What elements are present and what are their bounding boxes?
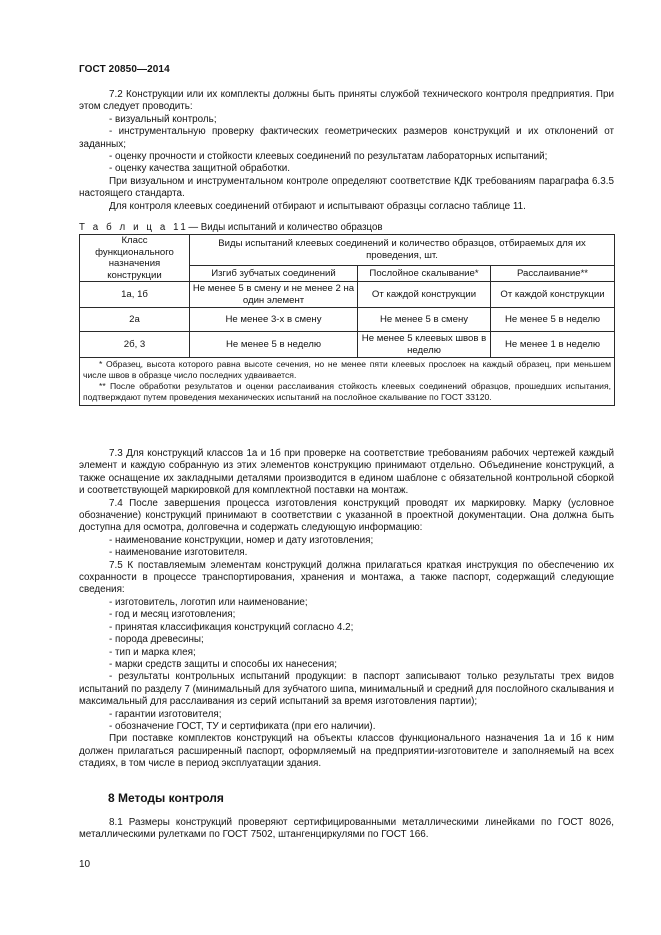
clause-7-2 [79, 89, 614, 213]
table-row [80, 332, 615, 358]
cell-shear: От каждой конструкции [358, 282, 491, 308]
list-item: - гарантии изготовителя; [109, 708, 222, 720]
column-header-delamination: Расслаивание** [491, 265, 615, 281]
column-group-header: Виды испытаний клеевых соединений и количество образцов, отбираемых для их проведения, шт. [190, 235, 615, 266]
table-caption-label: Т а б л и ц а 11 [79, 222, 189, 233]
column-header-class: Класс функционального назначения конструкции [80, 235, 190, 282]
list-item: - результаты контрольных испытаний продукции: в паспорт записывают только результаты трех видов испытаний по разделу 7 (минимальный для зубчатого шипа, минимальный и средний для послойного скалывания и максимальный для расслаивания из серий испытаний за время изготовления партии); [79, 671, 614, 708]
cell-class: 1а, 1б [80, 282, 190, 308]
list-item: - визуальный контроль; [109, 113, 217, 125]
table-row [80, 308, 615, 332]
paragraph: При визуальном и инструментальном контроле определяют соответствие КДК требованиям параграфа 6.3.5 настоящего стандарта. [79, 175, 614, 200]
cell-class: 2а [80, 308, 190, 332]
cell-bend: Не менее 3-х в смену [190, 308, 358, 332]
clause-8-1 [79, 817, 614, 842]
table-note: ** После обработки результатов и оценки расслаивания стойкость клеевых соединений образцов, прошедших испытания, подтверждают путем проведения механических испытаний на послойное скалывание по ГОСТ 33120. [83, 380, 611, 402]
list-item: - инструментальную проверку фактических геометрических размеров конструкций и их отклонений от заданных; [79, 126, 614, 150]
cell-bend: Не менее 5 в смену и не менее 2 на один элемент [190, 282, 358, 308]
tests-table [79, 234, 615, 406]
table-note: * Образец, высота которого равна высоте сечения, но не менее пяти клеевых прослоек на каждый образец, при меньшем числе швов в образце число последних удваивается. [83, 359, 611, 380]
paragraph: 7.4 После завершения процесса изготовления конструкций проводят их маркировку. Марку (условное обозначение) конструкций принимают в соответствии с указанной в проектной документации. Она должна быть доступна для осмотра, долговечна и содержать следующую информацию: [79, 497, 614, 534]
table-caption-title: — Виды испытаний и количество образцов [188, 222, 383, 233]
cell-delamination: Не менее 1 в неделю [491, 332, 615, 358]
list-item: - принятая классификация конструкций согласно 4.2; [109, 621, 354, 633]
list-item: - марки средств защиты и способы их нанесения; [109, 658, 337, 670]
section-heading: 8 Методы контроля [108, 791, 224, 805]
table-row [80, 282, 615, 308]
paragraph: При поставке комплектов конструкций на объекты классов функционального назначения 1а и 1б к ним должен прилагаться расширенный паспорт, оформляемый на предприятии-изготовителе и заполняемый на всех стадиях, в том числе в период эксплуатации здания. [79, 733, 614, 770]
cell-bend: Не менее 5 в неделю [190, 332, 358, 358]
cell-shear: Не менее 5 клеевых швов в неделю [358, 332, 491, 358]
cell-class: 2б, 3 [80, 332, 190, 358]
cell-shear: Не менее 5 в смену [358, 308, 491, 332]
list-item: - наименование конструкции, номер и дату изготовления; [109, 534, 374, 546]
list-item: - изготовитель, логотип или наименование; [109, 596, 308, 608]
cell-delamination: От каждой конструкции [491, 282, 615, 308]
list-item: - обозначение ГОСТ, ТУ и сертификата (при его наличии). [109, 720, 376, 732]
paragraph: 7.2 Конструкции или их комплекты должны быть приняты службой технического контроля предприятия. При этом следует проводить: [79, 89, 614, 113]
paragraph: Для контроля клеевых соединений отбирают и испытывают образцы согласно таблице 11. [109, 200, 526, 212]
list-item: - оценку прочности и стойкости клеевых соединений по результатам лабораторных испытаний; [109, 151, 548, 163]
page-number: 10 [79, 859, 91, 870]
list-item: - наименование изготовителя. [109, 547, 248, 559]
paragraph: 7.3 Для конструкций классов 1а и 1б при проверке на соответствие требованиям рабочих чертежей каждый элемент и каждую собранную из этих элементов конструкцию принимают отдельно. Объединение конструкций, а также оснащение их закладными деталями производится в едином шаблоне с обязательной контрольной сборкой и соответствующей маркировкой для комплектной поставки на монтаж. [79, 448, 614, 497]
list-item: - порода древесины; [109, 634, 204, 646]
table-header-row [80, 235, 615, 266]
column-header-shear: Послойное скалывание* [358, 265, 491, 281]
list-item: - оценку качества защитной обработки. [109, 163, 290, 175]
list-item: - тип и марка клея; [109, 646, 196, 658]
list-item: - год и месяц изготовления; [109, 609, 236, 621]
table-notes-row [80, 358, 615, 406]
document-header: ГОСТ 20850—2014 [79, 64, 170, 75]
paragraph: 7.5 К поставляемым элементам конструкций должна прилагаться краткая инструкция по обеспечению их сохранности в процессе транспортирования, хранения и монтажа, а также паспорт, содержащий следующие сведения: [79, 559, 614, 596]
clauses-7-3-to-7-5 [79, 448, 614, 771]
paragraph: 8.1 Размеры конструкций проверяют сертифицированными металлическими линейками по ГОСТ 8026, металлическими рулетками по ГОСТ 7502, штангенциркулями по ГОСТ 166. [79, 817, 614, 841]
table-caption [79, 222, 383, 234]
cell-delamination: Не менее 5 в неделю [491, 308, 615, 332]
table-notes [80, 358, 615, 406]
column-header-bend: Изгиб зубчатых соединений [190, 265, 358, 281]
